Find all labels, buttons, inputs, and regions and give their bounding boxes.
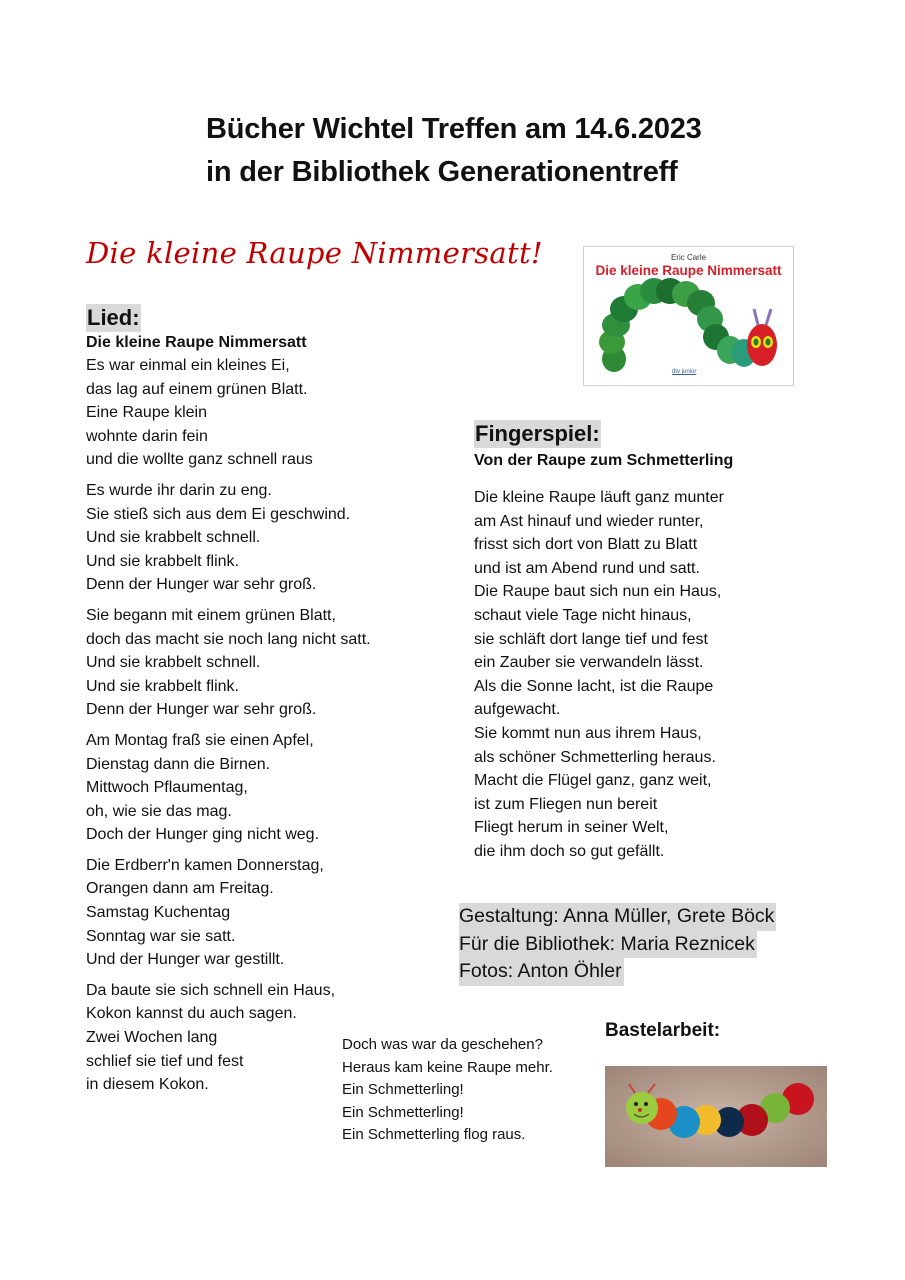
poem-line: als schöner Schmetterling heraus.	[474, 748, 716, 766]
verse-line: Ein Schmetterling!	[342, 1103, 464, 1121]
song-title: Die kleine Raupe Nimmersatt	[86, 334, 307, 351]
credits	[459, 903, 776, 986]
page-title	[206, 108, 702, 194]
poem-line: schaut viele Tage nicht hinaus,	[474, 606, 692, 624]
verse-line: Doch der Hunger ging nicht weg.	[86, 826, 320, 844]
verse-line: Es war einmal ein kleines Ei,	[86, 357, 290, 374]
poem-line: Die kleine Raupe läuft ganz munter	[474, 489, 724, 506]
book-title: Die kleine Raupe Nimmersatt	[595, 263, 782, 278]
poem-line: sie schläft dort lange tief und fest	[474, 630, 708, 648]
verse-line: Sie stieß sich aus dem Ei geschwind.	[86, 505, 351, 523]
verse-line: Und sie krabbelt flink.	[86, 677, 239, 695]
caterpillar-head	[747, 309, 777, 366]
verse-line: Denn der Hunger war sehr groß.	[86, 576, 317, 594]
craft-photo	[605, 1066, 827, 1167]
verse-line: das lag auf einem grünen Blatt.	[86, 380, 308, 398]
verse-line: Und der Hunger war gestillt.	[86, 951, 285, 969]
verse-line: in diesem Kokon.	[86, 1076, 209, 1094]
verse-line: Orangen dann am Freitag.	[86, 880, 274, 898]
poem-line: und ist am Abend rund und satt.	[474, 559, 700, 577]
fingerspiel-text	[474, 486, 733, 864]
verse-line: Es wurde ihr darin zu eng.	[86, 481, 272, 499]
verse-line: Sonntag war sie satt.	[86, 927, 236, 945]
poem-line: ist zum Fliegen nun bereit	[474, 795, 658, 813]
verse-line: wohnte darin fein	[86, 427, 208, 445]
poem-line: Als die Sonne lacht, ist die Raupe	[474, 677, 714, 695]
bastelarbeit-heading: Bastelarbeit:	[605, 1020, 721, 1041]
poem-line: Macht die Flügel ganz, ganz weit,	[474, 772, 712, 790]
verse-line: Und sie krabbelt schnell.	[86, 654, 261, 672]
poem-line: die ihm doch so gut gefällt.	[474, 842, 665, 860]
verse-line: Da baute sie sich schnell ein Haus,	[86, 981, 336, 999]
poem-line: Die Raupe baut sich nun ein Haus,	[474, 583, 722, 601]
poem-line: aufgewacht.	[474, 701, 561, 719]
verse-2	[86, 479, 371, 597]
verse-line: doch das macht sie noch lang nicht satt.	[86, 630, 371, 648]
poem-line: Sie kommt nun aus ihrem Haus,	[474, 724, 702, 742]
verse-line: Sie begann mit einem grünen Blatt,	[86, 606, 336, 624]
verse-line: Ein Schmetterling!	[342, 1081, 464, 1099]
verse-line: Ein Schmetterling flog raus.	[342, 1126, 526, 1144]
book-author: Eric Carle	[670, 253, 707, 262]
verse-line: Dienstag dann die Birnen.	[86, 755, 271, 773]
verse-line: Und sie krabbelt flink.	[86, 552, 239, 570]
verse-line: Die Erdberr'n kamen Donnerstag,	[86, 856, 324, 874]
book-publisher: dtv junior	[672, 369, 697, 375]
lied-heading: Lied:	[87, 305, 140, 330]
fingerspiel-heading: Fingerspiel:	[475, 421, 600, 446]
credit-photos: Fotos: Anton Öhler	[459, 958, 624, 986]
title-line-1: Bücher Wichtel Treffen am 14.6.2023	[206, 113, 702, 145]
verse-line: Denn der Hunger war sehr groß.	[86, 701, 317, 719]
credit-library: Für die Bibliothek: Maria Reznicek	[459, 931, 757, 959]
verse-line: Und sie krabbelt schnell.	[86, 529, 261, 547]
poem-line: Fliegt herum in seiner Welt,	[474, 819, 669, 837]
verse-line: Samstag Kuchentag	[86, 904, 231, 922]
verse-line: Eine Raupe klein	[86, 404, 207, 422]
poem-line: am Ast hinauf und wieder runter,	[474, 512, 704, 530]
lied-section	[86, 304, 371, 1097]
fingerspiel-title: Von der Raupe zum Schmetterling	[474, 452, 734, 469]
verse-6	[86, 979, 371, 1097]
verse-line: Mittwoch Pflaumentag,	[86, 779, 248, 797]
fingerspiel-section	[474, 420, 733, 864]
song-continuation	[342, 1034, 553, 1147]
verse-line: Am Montag fraß sie einen Apfel,	[86, 731, 314, 749]
verse-4	[86, 729, 371, 847]
subtitle: Die kleine Raupe Nimmersatt!	[86, 236, 543, 270]
verse-line: Kokon kannst du auch sagen.	[86, 1005, 297, 1023]
verse-1	[86, 354, 371, 472]
title-line-2: in der Bibliothek Generationentreff	[206, 156, 678, 188]
verse-line: oh, wie sie das mag.	[86, 802, 232, 820]
poem-line: ein Zauber sie verwandeln lässt.	[474, 654, 704, 672]
paper-caterpillar-image	[605, 1066, 827, 1167]
caterpillar-body	[599, 278, 756, 372]
credit-design: Gestaltung: Anna Müller, Grete Böck	[459, 903, 776, 931]
verse-3	[86, 604, 371, 722]
verse-line: Heraus kam keine Raupe mehr.	[342, 1058, 553, 1076]
book-cover-image	[583, 246, 794, 386]
verse-line: Zwei Wochen lang	[86, 1029, 218, 1047]
verse-5	[86, 854, 371, 972]
verse-line: und die wollte ganz schnell raus	[86, 451, 313, 469]
poem-line: frisst sich dort von Blatt zu Blatt	[474, 536, 698, 554]
verse-line: schlief sie tief und fest	[86, 1052, 244, 1070]
verse-line: Doch was war da geschehen?	[342, 1036, 543, 1053]
